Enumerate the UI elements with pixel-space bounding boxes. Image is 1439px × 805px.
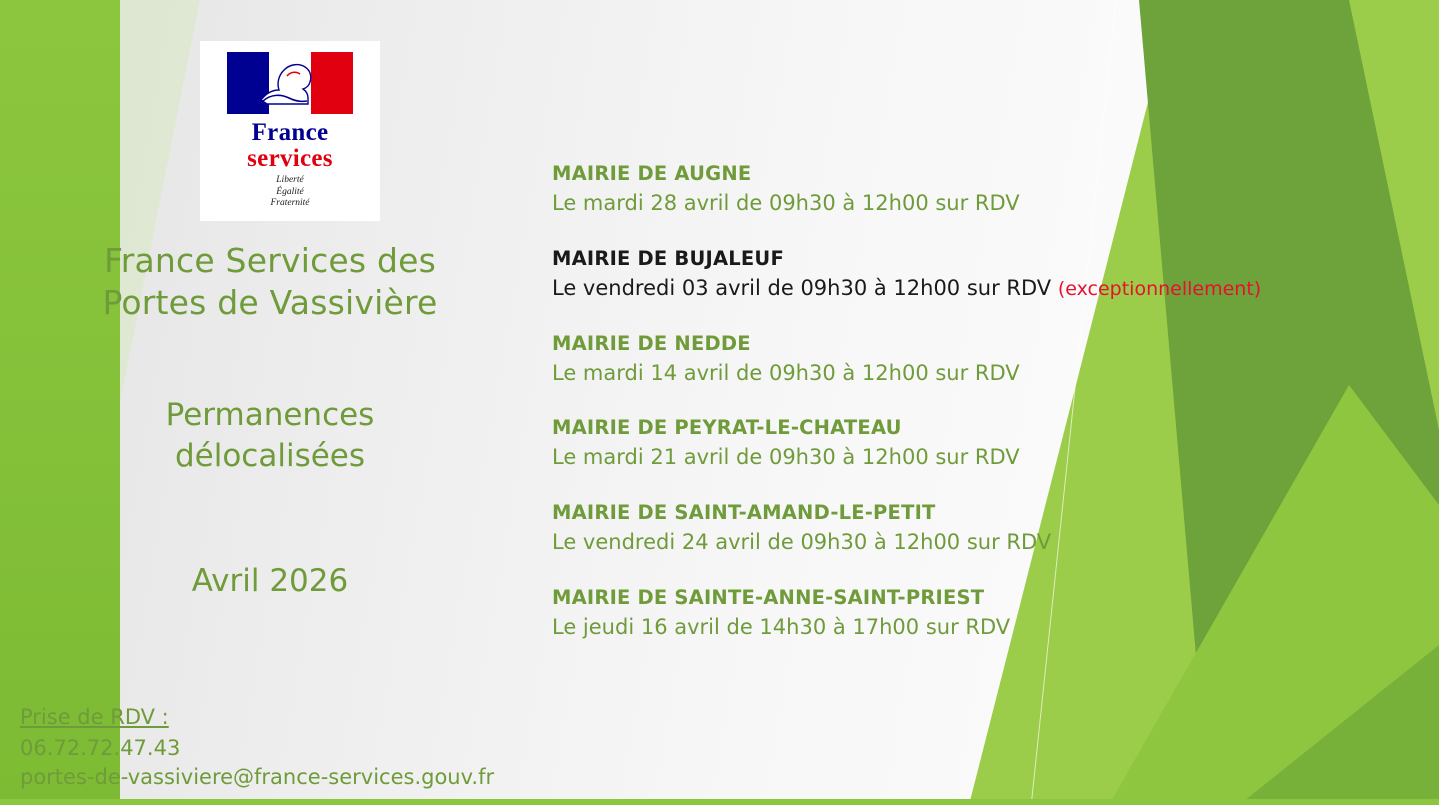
- logo-devise-liberte: Liberté: [276, 175, 304, 186]
- left-column: [0, 0, 520, 805]
- marianne-profile-icon: [257, 56, 323, 110]
- permanences-list: [552, 160, 1352, 642]
- page-title: [20, 240, 520, 324]
- page-title-line1: France Services des: [103, 241, 437, 280]
- list-item: [552, 499, 1352, 558]
- mairie-name: MAIRIE DE NEDDE: [552, 331, 751, 355]
- mairie-schedule-text: Le vendredi 03 avril de 09h30 à 12h00 sur RDV: [552, 275, 1052, 300]
- logo-devise-egalite: Égalité: [276, 186, 304, 197]
- page-title-line2: Portes de Vassivière: [102, 283, 438, 323]
- mairie-name: MAIRIE DE BUJALEUF: [552, 246, 784, 270]
- list-item: [552, 160, 1352, 219]
- france-services-logo: [200, 41, 380, 221]
- contact-title: Prise de RDV :: [20, 705, 169, 729]
- month-label: Avril 2026: [191, 563, 349, 599]
- logo-devise-fraternite: Fraternité: [270, 198, 310, 209]
- contact-phone[interactable]: 06.72.72.47.43: [20, 735, 181, 760]
- list-item: [552, 584, 1352, 643]
- logo-text-services: services: [247, 144, 333, 172]
- mairie-name: MAIRIE DE PEYRAT-LE-CHATEAU: [552, 416, 902, 440]
- contact-block: [20, 703, 580, 792]
- list-item: [552, 414, 1352, 473]
- contact-email[interactable]: portes-de-vassiviere@france-services.gouv.fr: [20, 764, 495, 789]
- mairie-schedule: Le jeudi 16 avril de 14h30 à 17h00 sur RDV: [552, 614, 1011, 639]
- mairie-name: MAIRIE DE AUGNE: [552, 162, 752, 185]
- french-flag-icon: [227, 52, 353, 114]
- mairie-schedule-note: (exceptionnellement): [1057, 277, 1262, 300]
- page-subtitle: [20, 395, 520, 477]
- mairie-schedule: Le mardi 28 avril de 09h30 à 12h00 sur RDV: [552, 191, 1020, 216]
- page-subtitle-line2: délocalisées: [174, 437, 366, 474]
- page-subtitle-line1: Permanences: [165, 397, 375, 433]
- mairie-name: MAIRIE DE SAINTE-ANNE-SAINT-PRIEST: [552, 585, 985, 609]
- logo-text-france: France: [251, 119, 329, 147]
- list-item: [552, 330, 1352, 389]
- mairie-schedule: Le mardi 14 avril de 09h30 à 12h00 sur RDV: [552, 360, 1020, 385]
- mairie-name: MAIRIE DE SAINT-AMAND-LE-PETIT: [552, 500, 936, 524]
- mairie-schedule: Le vendredi 24 avril de 09h30 à 12h00 sur RDV: [552, 530, 1052, 555]
- mairie-schedule: [552, 273, 1352, 304]
- mairie-schedule: Le mardi 21 avril de 09h30 à 12h00 sur RDV: [552, 445, 1020, 470]
- list-item: [552, 245, 1352, 304]
